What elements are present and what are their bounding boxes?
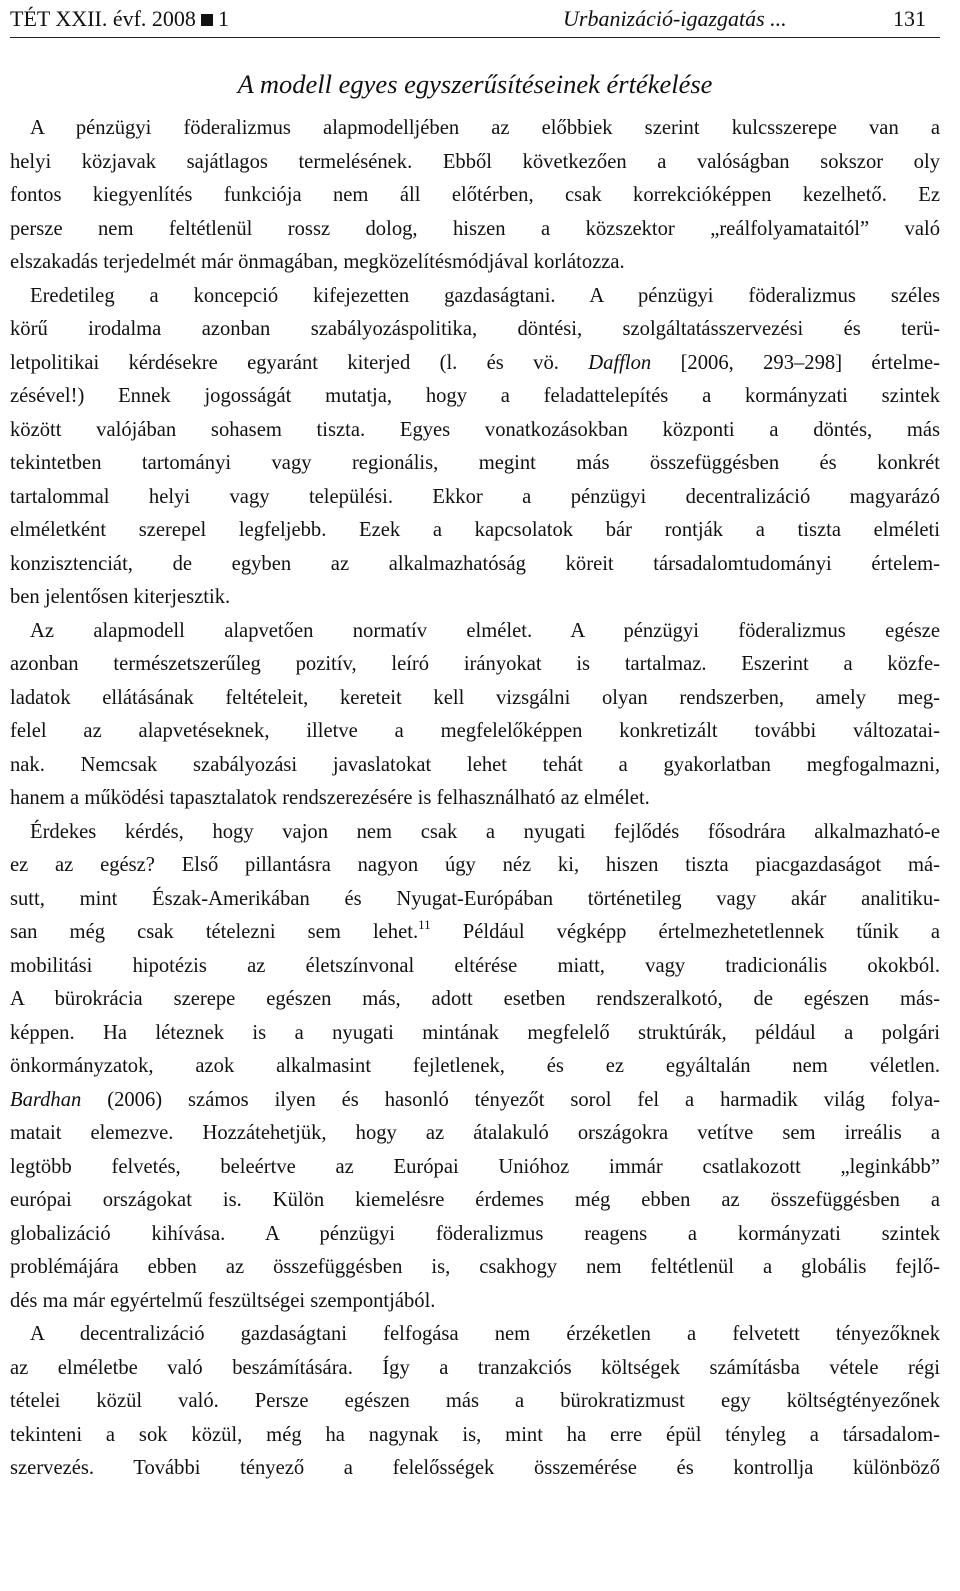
text-line: tartalommal helyi vagy települési. Ekkor a pénzügyi decentralizáció magyarázó (10, 485, 940, 508)
paragraph-3 (10, 816, 940, 1319)
text-segment: [2006, 293–298] értelme- (680, 351, 941, 374)
header-rule (10, 37, 940, 38)
text-line: fontos kiegyenlítés funkciója nem áll előtérben, csak korrekcióképpen kezelhető. Ez (10, 184, 940, 206)
text-line: az elméletbe való beszámítására. Így a tranzakciós költségek számításba vétele régi (10, 1356, 940, 1379)
text-segment: letpolitikai kérdésekre egyaránt kiterjed (l. és vö. (10, 351, 559, 374)
section-title: A modell egyes egyszerűsítéseinek értékelése (237, 69, 713, 99)
text-line: globalizáció kihívása. A pénzügyi föderalizmus reagens a kormányzati szintek (10, 1222, 940, 1245)
text-line: zésével!) Ennek jogosságát mutatja, hogy a feladattelepítés a kormányzati szintek (10, 385, 940, 407)
text-line: európai országokat is. Külön kiemelésre érdemes még ebben az összefüggésben a (10, 1189, 940, 1211)
footnote-marker[interactable]: 11 (418, 917, 431, 932)
text-line: helyi közjavak sajátlagos termelésének. Ebből következően a valóságban sokszor oly (10, 150, 940, 173)
text-line (10, 347, 940, 381)
page-number: 131 (893, 6, 926, 31)
text-line: tekintetben tartományi vagy regionális, megint más összefüggésben és konkrét (10, 452, 940, 474)
text-line: matait elemezve. Hozzátehetjük, hogy az átalakuló országokra vetítve sem irreális a (10, 1122, 940, 1144)
text-line: ben jelentősen kiterjesztik. (10, 586, 231, 608)
text-line: elszakadás terjedelmét már önmagában, megközelítésmódjával korlátozza. (10, 251, 625, 273)
text-line: dés ma már egyértelmű feszültségei szempontjából. (10, 1289, 436, 1312)
text-line: A bürokrácia szerepe egészen más, adott esetben rendszeralkotó, de egészen más- (10, 988, 940, 1010)
document-page (10, 0, 940, 1486)
text-line: Az alapmodell alapvetően normatív elmélet. A pénzügyi föderalizmus egésze (30, 619, 940, 642)
text-line: nak. Nemcsak szabályozási javaslatokat lehet tehát a gyakorlatban megfogalmazni, (10, 753, 940, 776)
text-line: elméletként szerepel legfeljebb. Ezek a kapcsolatok bár rontják a tiszta elméleti (10, 519, 940, 541)
journal-info (10, 0, 229, 38)
text-line: ladatok ellátásának feltételeit, kereteit kell vizsgálni olyan rendszerben, amely meg- (10, 686, 940, 709)
text-line: konzisztenciát, de egyben az alkalmazhatóság köreit társadalomtudományi értelem- (10, 552, 940, 575)
text-line: körű irodalma azonban szabályozáspolitika, döntési, szolgáltatásszervezési és terü- (10, 318, 940, 340)
citation-author: Bardhan (10, 1088, 82, 1111)
text-line (10, 1084, 940, 1118)
text-segment: Például végképp értelmezhetetlennek tűnik a (462, 921, 940, 943)
text-line: Eredetileg a koncepció kifejezetten gazdaságtani. A pénzügyi föderalizmus széles (30, 284, 940, 307)
text-line: ez az egész? Első pillantásra nagyon úgy néz ki, hiszen tiszta piacgazdaságot má- (10, 854, 940, 876)
text-line: sutt, mint Észak-Amerikában és Nyugat-Európában történetileg vagy akár analitiku- (10, 887, 940, 910)
text-line: tekinteni a sok közül, még ha nagynak is, mint ha erre épül tényleg a társadalom- (10, 1423, 940, 1446)
text-line: között valójában sohasem tiszta. Egyes vonatkozásokban központi a döntés, más (10, 418, 940, 441)
text-line: problémájára ebben az összefüggésben is, csakhogy nem feltétlenül a globális fejlő- (10, 1256, 940, 1278)
text-line: legtöbb felvetés, beleértve az Európai Unióhoz immár csatlakozott „leginkább” (10, 1155, 940, 1178)
text-line: Érdekes kérdés, hogy vajon nem csak a nyugati fejlődés fősodrára alkalmazható-e (30, 820, 940, 843)
text-line: képpen. Ha léteznek is a nyugati mintának megfelelő struktúrák, például a polgári (10, 1021, 940, 1044)
running-title: Urbanizáció-igazgatás ... (563, 6, 787, 31)
citation-author: Dafflon (588, 351, 652, 374)
journal-volume: TÉT XXII. évf. 2008 (10, 6, 196, 31)
paragraph-2 (10, 615, 940, 816)
issue-number: 1 (217, 6, 229, 31)
text-line (10, 916, 940, 950)
text-line: A pénzügyi föderalizmus alapmodelljében az előbbiek szerint kulcsszerepe van a (30, 117, 940, 139)
text-segment: san még csak tételezni sem lehet. (10, 921, 419, 943)
text-line: felel az alapvetéseknek, illetve a megfelelőképpen konkretizált további változatai- (10, 720, 940, 742)
text-segment: (2006) számos ilyen és hasonló tényezőt sorol fel a harmadik világ folya- (107, 1088, 940, 1111)
text-line: azonban természetszerűleg pozitív, leíró irányokat is tartalmaz. Eszerint a közfe- (10, 653, 940, 675)
paragraph-4 (10, 1318, 940, 1486)
paragraph-1 (10, 112, 940, 615)
square-bullet-icon (201, 14, 213, 26)
text-line: szervezés. További tényező a felelősségek összemérése és kontrollja különböző (10, 1457, 940, 1479)
text-line: hanem a működési tapasztalatok rendszerezésére is felhasználható az elmélet. (10, 787, 650, 809)
text-line: tételei közül való. Persze egészen más a bürokratizmust egy költségtényezőnek (10, 1390, 940, 1412)
text-line: persze nem feltétlenül rossz dolog, hiszen a közszektor „reálfolyamataitól” való (10, 217, 940, 240)
text-line: mobilitási hipotézis az életszínvonal eltérése miatt, vagy tradicionális okokból. (10, 954, 940, 977)
running-header (10, 0, 940, 38)
text-line: önkormányzatok, azok alkalmasint fejletlenek, és ez egyáltalán nem véletlen. (10, 1055, 940, 1077)
text-line: A decentralizáció gazdaságtani felfogása nem érzéketlen a felvetett tényezőknek (30, 1323, 940, 1345)
